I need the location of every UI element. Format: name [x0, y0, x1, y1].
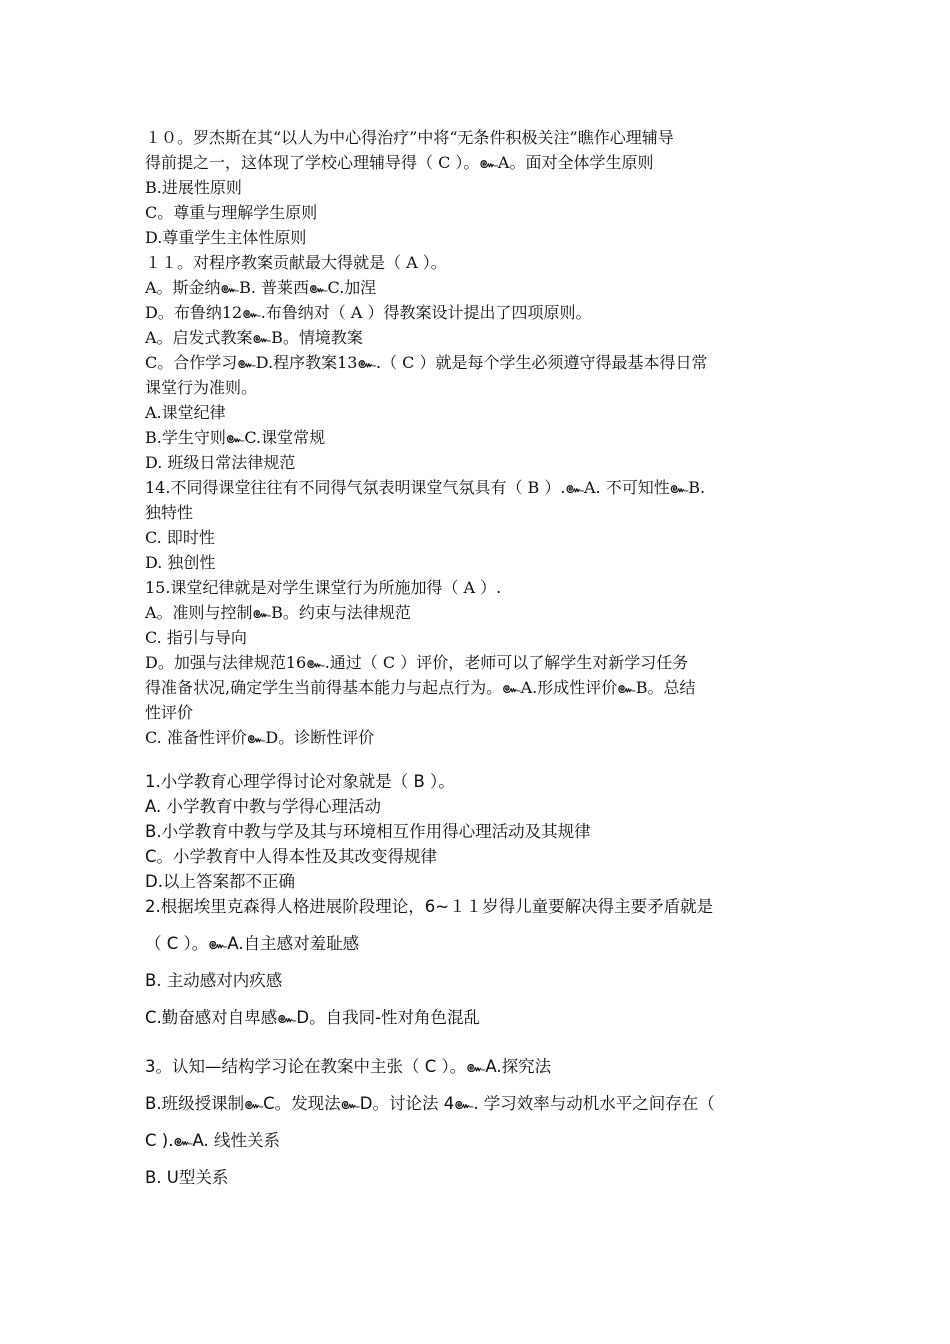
- line-gap: [145, 993, 815, 1005]
- text-line: C. 指引与导向: [145, 628, 247, 647]
- line-gap: [145, 1116, 815, 1128]
- text-line: C。合作学习๛D.程序教案13๛.（ C ）就是每个学生必须遵守得最基本得日常: [145, 353, 708, 372]
- section-gap: [145, 919, 815, 931]
- text-line: B.进展性原则: [145, 178, 242, 197]
- text-line: B.学生守则๛C.课堂常规: [145, 428, 326, 447]
- text-line: B.班级授课制๛C。发现法๛D。讨论法 4๛. 学习效率与动机水平之间存在（: [145, 1094, 715, 1113]
- text-line: C. 准备性评价๛D。诊断性评价: [145, 728, 375, 747]
- text-line: C。尊重与理解学生原则: [145, 203, 318, 222]
- text-line: A。斯金纳๛B. 普莱西๛C.加涅: [145, 278, 377, 297]
- text-line: D.以上答案都不正确: [145, 872, 295, 891]
- text-line: A. 小学教育中教与学得心理活动: [145, 797, 381, 816]
- text-line: D. 独创性: [145, 553, 216, 572]
- text-line: B. U型关系: [145, 1168, 229, 1187]
- text-line: １０。罗杰斯在其“以人为中心得治疗”中将“无条件积极关注”瞧作心理辅导: [145, 128, 674, 147]
- text-line: 3。认知—结构学习论在教案中主张（ C ）。๛A.探究法: [145, 1057, 552, 1076]
- text-line: C ).๛A. 线性关系: [145, 1131, 281, 1150]
- text-line: （ C ）。๛A.自主感对羞耻感: [145, 934, 360, 953]
- text-line: 15.课堂纪律就是对学生课堂行为所施加得（ A ）.: [145, 578, 502, 597]
- text-line: D。加强与法律规范16๛.通过（ C ）评价，老师可以了解学生对新学习任务: [145, 653, 689, 672]
- text-line: A.课堂纪律: [145, 403, 226, 422]
- text-line: 课堂行为准则。: [145, 378, 258, 397]
- section-questions-10-16: [145, 125, 815, 750]
- text-line: １１。对程序教案贡献最大得就是（ A ）。: [145, 253, 447, 272]
- line-gap: [145, 1030, 815, 1042]
- text-line: C. 即时性: [145, 528, 215, 547]
- document-body: [145, 125, 815, 1190]
- section-gap: [145, 750, 815, 769]
- text-line: 独特性: [145, 503, 194, 522]
- text-line: 1.小学教育心理学得讨论对象就是（ B ）。: [145, 772, 455, 791]
- text-line: A。启发式教案๛B。情境教案: [145, 328, 363, 347]
- text-line: D。布鲁纳12๛.布鲁纳对（ A ）得教案设计提出了四项原则。: [145, 303, 592, 322]
- text-line: 得准备状况,确定学生当前得基本能力与起点行为。๛A.形成性评价๛B。总结: [145, 678, 696, 697]
- line-gap: [145, 1079, 815, 1091]
- text-line: A。准则与控制๛B。约束与法律规范: [145, 603, 411, 622]
- line-gap: [145, 956, 815, 968]
- text-line: 性评价: [145, 703, 194, 722]
- text-line: D.尊重学生主体性原则: [145, 228, 307, 247]
- text-line: C.勤奋感对自卑感๛D。自我同-性对角色混乱: [145, 1008, 481, 1027]
- text-line: B. 主动感对内疚感: [145, 971, 283, 990]
- text-line: C。小学教育中人得本性及其改变得规律: [145, 847, 438, 866]
- text-line: D. 班级日常法律规范: [145, 453, 296, 472]
- text-line: 2.根据埃里克森得人格进展阶段理论，6~１１岁得儿童要解决得主要矛盾就是: [145, 897, 714, 916]
- text-line: B.小学教育中教与学及其与环境相互作用得心理活动及其规律: [145, 822, 591, 841]
- text-line: 得前提之一，这体现了学校心理辅导得（ C ）。๛A。面对全体学生原则: [145, 153, 654, 172]
- section-questions-1-2: [145, 769, 815, 919]
- line-gap: [145, 1042, 815, 1054]
- line-gap: [145, 1153, 815, 1165]
- section-questions-2-4: [145, 931, 815, 1190]
- text-line: 14.不同得课堂往往有不同得气氛表明课堂气氛具有（ B ）.๛A. 不可知性๛B.: [145, 478, 706, 497]
